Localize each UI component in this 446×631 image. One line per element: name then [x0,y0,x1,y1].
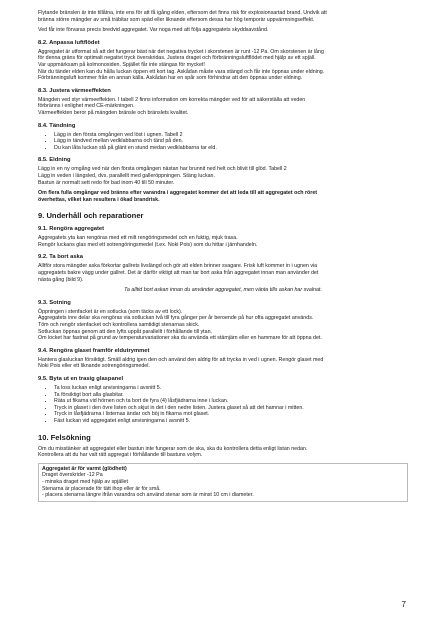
list-item: • Fäst luckan vid aggregatet enligt anvisningarna i avsnitt 5. [54,418,408,425]
list-item: • Lägg in tändved mellan vedklabbarna och tänd på den. [54,138,408,145]
list-item: • Tryck in glaset i den övre listen och skjut in det i den nedre listen. Justera glaset så att det hamnar i mitten. [54,405,408,412]
section-heading-9-1: 9.1. Rengöra aggregatet [38,226,105,233]
chapter-heading-9: 9. Underhåll och reparationer [38,211,144,221]
intro-note: Ved får inte förvaras precis bredvid aggregatet. Var noga med att följa aggregatets skyddsavstånd. [38,27,269,34]
list-item: • Ta försiktigt bort alla glasbitar. [54,392,408,399]
section-9-2-text: Alltför stora mängder aska förkortar gallrets livslängd och gör att elden brinner svagare. Frisk luft kommer in i ugnen via aggregatets bakre vägg under gallret. Det är därför viktigt att man tar bort aska från aggregatet innan man använder det nästa gång (bild 9). [38,263,319,283]
intro-paragraph: Flytande bränslen är inte tillåtna, inte ens för att få igång elden, eftersom det finns risk för explosionsartad brand. Undvik att bränna större mängder av små träbitar som späd eller liknande eftersom dessa har hög temporär uppvärmningseffekt. [38,10,327,23]
troubleshooting-text: Draget överskrider -12 Pa - minska draget med hjälp av spjället Stenarna är placerade för tätt ihop eller är för små. - placera stenarna längre ifrån varandra och använd stenar som är minst 10 cm i diameter. [42,472,254,499]
list-item: • Räta ut fikarna vid hörnen och ta bort de fyra (4) låsfjädrarna inne i luckan. [54,398,408,405]
section-8-5-text: Lägg in en ny omgång ved när den första omgången nästan har brunnit ned helt och blivit till glöd. Tabell 2 Lägg in veden i längsled, dvs. parallellt med galleröppningen. Stäng luckan. Bastun är normalt sett redo för bad inom 40 till 50 minuter. [38,166,287,186]
troubleshooting-box [38,463,408,502]
list-item: • Ta loss luckan enligt anvisningarna i avsnitt 5. [54,385,408,392]
section-10-text: Om du misstänker att aggregatet eller bastun inte fungerar som de ska, ska du kontrollera detta enligt listan nedan. Kontrollera att du har valt rätt aggregat i förhållande till bastuns volym. [38,445,308,459]
section-8-3-text: Mängden ved styr värmeeffekten. I tabell 2 finns information om korrekta mängder ved för att säkerställa att veden förbränns i enlighet med CE-märkningen. Värmeeffekten beror på mängden bränsle och bränslets kvalitet. [38,96,306,116]
page-number: 7 [401,600,406,609]
chapter-heading-10: 10. Felsökning [38,432,91,442]
ash-note: Ta alltid bort askan innan du använder aggregatet, men vänta tills askan har svalnat. [124,287,322,294]
section-8-2-text: Aggregatet är utformat så att det fungerar bäst när det negativa trycket i skorstenen är runt -12 Pa. Om skorstenen är lång för denna gräns för optimalt negativt tryck överskridas. Justera draget och förbränningsluftflödet med hjälp av ett spjäll. Var uppmärksam på kolmonoxiden. Spjället får inte stängas för mycket! När du tänder elden kan du hålla luckan öppen ett kort tag. Askådan måste vara stängd och får inte öppnas under eldning. Förbränningsluft kommer från en annan källa. Askådan har en spår som förhindrar att den öppnas under eldning. [38,48,325,82]
list-item: • Lägg in den första omgången ved löst i ugnen. Tabell 2 [54,132,408,139]
section-heading-8-4: 8.4. Tändning [38,122,76,129]
section-9-4-text: Hantera glasluckan försiktigt. Smäll aldrig igen den och använd den aldrig för att trycka in ved i ugnen. Rengör glaset med Noki Pois eller ett liknande sotrengöringsmedel. [38,356,324,370]
section-9-1-text: Aggregatets yta kan rengöras med ett milt rengöringsmedel och en fuktig, mjuk trasa. Rengör luckans glas med ett sotrengöringsmedel (t.ex. Noki Pois) som du hittar i järnhandeln. [38,235,258,248]
section-heading-9-2: 9.2. Ta bort aska [38,254,83,261]
list-item: • Tryck in låsfjädrarna i listernas ändar och böj in fikarna mot glaset. [54,411,408,418]
overheat-warning: Om flera fulla omgångar ved bränns efter varandra i aggregatet kommer det att leda till att aggregatet och röret överhettas, vilket kan resultera i ökad brandrisk. [38,190,318,203]
troubleshooting-heading: Aggregatet är för varmt (glödhett) [42,465,127,472]
section-9-3-text: Öppningen i stenfacket är en sotlucka (som täcks av ett lock). Aggregatets inre delar ska rengöras via sotluckan två till fyra gånger per år beroende på hur ofta aggregatet används. Töm och rengör stenfacket och kontrollera samtidigt stenarnas skick. Sotluckan öppnas genom att den lyfts uppåt parallellt i förhållande till ytan. Om locket har fastnat på grund av temperaturvariationer ska du använda ett stämjärn eller en hammare för att öppna det. [38,308,322,342]
section-8-4-list [38,132,408,152]
section-heading-8-3: 8.3. Justera värmeeffekten [38,87,111,94]
section-heading-9-3: 9.3. Sotning [38,299,71,306]
list-item: • Du kan låta luckan stå på glänt en stund medan vedklabbarna tar eld. [54,145,408,152]
section-heading-9-4: 9.4. Rengöra glaset framför eldutrymmet [38,347,150,354]
section-heading-8-5: 8.5. Eldning [38,157,71,164]
section-9-5-list [38,385,408,425]
section-heading-8-2: 8.2. Anpassa luftflödet [38,39,100,46]
section-heading-9-5: 9.5. Byta ut en trasig glaspanel [38,376,124,382]
